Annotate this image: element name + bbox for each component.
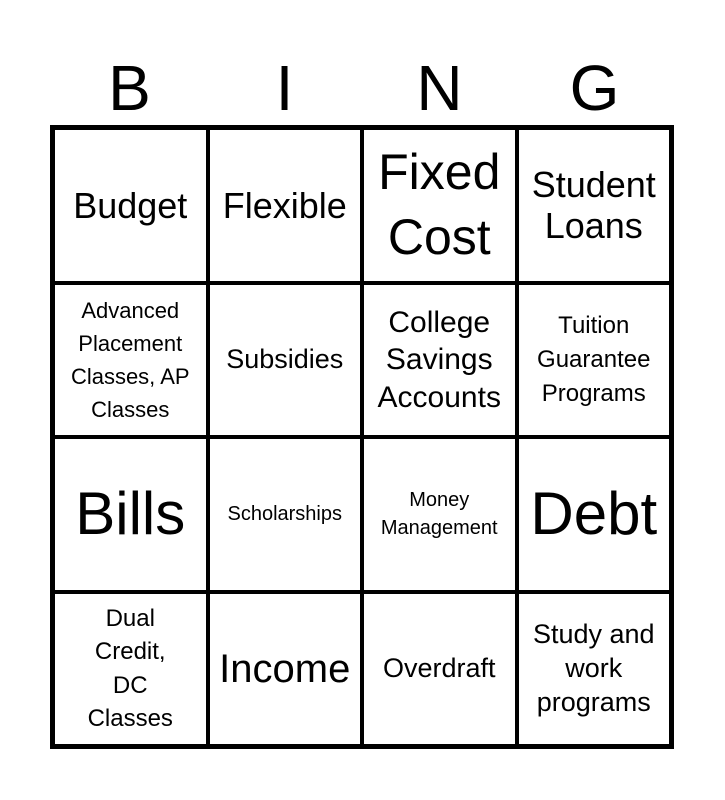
cell-label: Overdraft <box>382 652 496 683</box>
bingo-cell[interactable] <box>53 283 208 438</box>
bingo-cell[interactable] <box>208 437 363 592</box>
cell-label: Income <box>219 646 351 691</box>
cell-label: Fixed Cost <box>378 144 501 266</box>
bingo-cell[interactable] <box>208 592 363 747</box>
bingo-cell[interactable] <box>53 128 208 283</box>
bingo-cell[interactable] <box>362 437 517 592</box>
cell-label: Subsidies <box>226 343 344 374</box>
cell-label: Tuition Guarantee Programs <box>537 312 651 407</box>
bingo-cell[interactable] <box>53 592 208 747</box>
cell-label: Dual Credit, DC Classes <box>87 604 173 733</box>
cell-label: Student Loans <box>531 163 656 247</box>
bingo-cell[interactable] <box>53 437 208 592</box>
header-letter-n: N <box>416 52 463 124</box>
bingo-cell[interactable] <box>362 128 517 283</box>
bingo-cell[interactable] <box>517 437 672 592</box>
bingo-board <box>50 125 674 749</box>
bingo-cell[interactable] <box>517 128 672 283</box>
bingo-cell[interactable] <box>362 592 517 747</box>
bingo-cell[interactable] <box>208 283 363 438</box>
bingo-cell[interactable] <box>362 283 517 438</box>
cell-label: Scholarships <box>227 503 342 526</box>
cell-label: Debt <box>530 480 658 548</box>
bingo-cell[interactable] <box>517 283 672 438</box>
cell-label: Bills <box>75 480 186 548</box>
header-letter-i: I <box>275 52 294 124</box>
cell-label: Advanced Placement Classes, AP Classes <box>70 297 190 422</box>
cell-label: Study and work programs <box>532 619 655 717</box>
header-letter-b: B <box>108 52 151 124</box>
header-letter-g: G <box>569 52 620 124</box>
cell-label: College Savings Accounts <box>377 305 501 414</box>
cell-label: Money Management <box>380 489 498 540</box>
cell-label: Budget <box>73 184 188 226</box>
bingo-cell[interactable] <box>517 592 672 747</box>
bingo-cell[interactable] <box>208 128 363 283</box>
bingo-header <box>52 50 672 126</box>
cell-label: Flexible <box>222 184 347 226</box>
